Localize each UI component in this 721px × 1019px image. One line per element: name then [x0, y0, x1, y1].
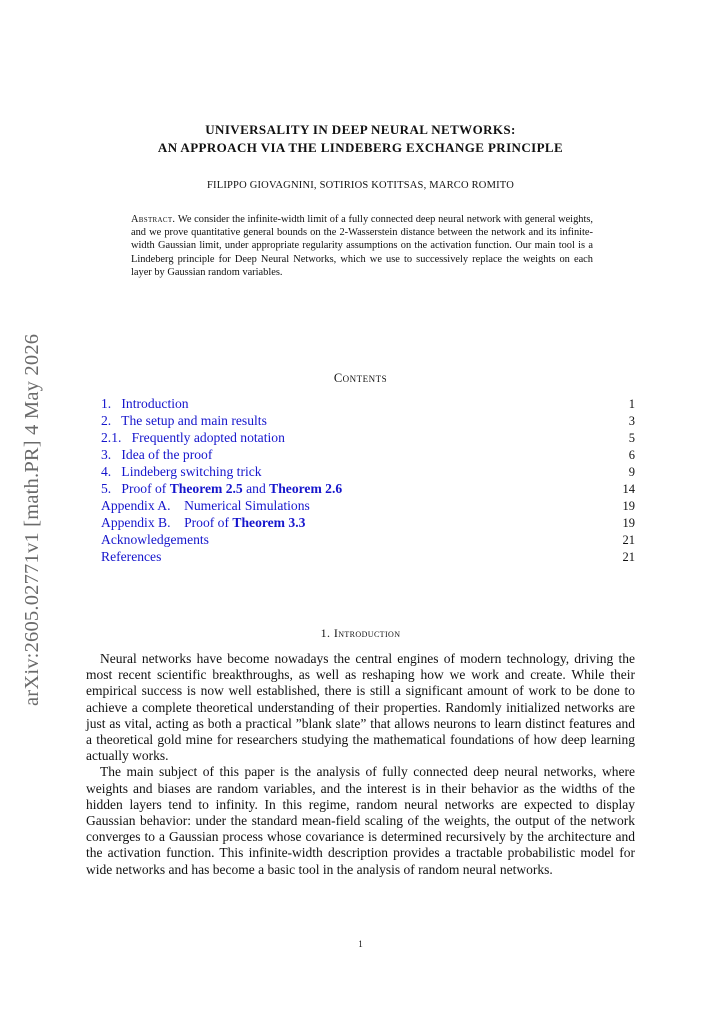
section-body [86, 651, 635, 878]
toc-entry-title: Acknowledgements [101, 532, 209, 547]
paper-title-line-2: AN APPROACH VIA THE LINDEBERG EXCHANGE PRINCIPLE [157, 140, 564, 155]
toc-entry-title: References [101, 549, 162, 564]
toc-entry-page: 9 [628, 465, 635, 479]
abstract-label: Abstract. [131, 214, 176, 225]
toc-entry-lindeberg-trick[interactable] [101, 464, 635, 481]
authors: FILIPPO GIOVAGNINI, SOTIRIOS KOTITSAS, MARCO ROMITO [206, 180, 515, 191]
table-of-contents [101, 396, 635, 566]
toc-entry-references[interactable] [101, 549, 635, 566]
paragraph: The main subject of this paper is the analysis of fully connected deep neural networks, where weights and biases are random variables, and the interest is in their behavior as the widths of the hidden layers tend to infinity. In this regime, random neural networks are expected to display Gaussian behavior: under the standard mean-field scaling of the weights, the output of the network converges to a Gaussian process whose covariance is determined recursively by the architecture and the activation function. This infinite-width description provides a tractable probabilistic model for wide networks and has become a basic tool in the analysis of random neural networks. [86, 764, 635, 877]
toc-entry-title-connector: and [242, 481, 270, 496]
toc-entry-page: 5 [628, 431, 635, 445]
toc-entry-title [101, 481, 342, 497]
toc-entry-page: 21 [622, 533, 635, 547]
paragraph: Neural networks have become nowadays the central engines of modern technology, driving the most recent scientific breakthroughs, as well as reshaping how we work and create. While their empirical success is now well established, there is still a significant amount of work to be done to achieve a complete theoretical understanding of their properties. Randomly initialized networks are just as vital, acting as both a practical ”blank slate” that allows neurons to learn distinct features and a theoretical gold mine for researchers studying the mathematical foundations of how deep learning actually works. [86, 651, 635, 764]
toc-entry-proof-theorems[interactable] [101, 481, 635, 498]
toc-entry-title: 2.1. Frequently adopted notation [101, 430, 285, 445]
abstract [131, 213, 593, 279]
toc-entry-title: 4. Lindeberg switching trick [101, 464, 262, 479]
toc-entry-title: 1. Introduction [101, 396, 189, 411]
toc-entry-idea-of-proof[interactable] [101, 447, 635, 464]
toc-entry-page: 19 [622, 516, 635, 530]
contents-heading: Contents [333, 371, 388, 385]
theorem-ref: Theorem 2.5 [169, 481, 243, 496]
toc-entry-title-prefix: 5. Proof of [101, 481, 170, 496]
toc-entry-appendix-b[interactable] [101, 515, 635, 532]
toc-entry-title: Appendix A. Numerical Simulations [101, 498, 310, 513]
toc-entry-page: 21 [622, 550, 635, 564]
toc-entry-appendix-a[interactable] [101, 498, 635, 515]
page-number: 1 [358, 939, 363, 949]
toc-entry-page: 14 [622, 482, 635, 496]
toc-entry-acknowledgements[interactable] [101, 532, 635, 549]
abstract-text: We consider the infinite-width limit of a fully connected deep neural network with general weights, and we prove quantitative general bounds on the 2-Wasserstein distance between the network and its infinite-width Gaussian limit, under appropriate regularity assumptions on the activation function. Our main tool is a Lindeberg principle for Deep Neural Networks, which we use to successively replace the weights on each layer by Gaussian random variables. [131, 214, 593, 278]
toc-entry-title: 3. Idea of the proof [101, 447, 213, 462]
theorem-ref: Theorem 2.6 [269, 481, 343, 496]
toc-entry-introduction[interactable] [101, 396, 635, 413]
toc-entry-title: 2. The setup and main results [101, 413, 267, 428]
toc-entry-setup[interactable] [101, 413, 635, 430]
section-number: 1. [320, 626, 331, 640]
theorem-ref: Theorem 3.3 [232, 515, 306, 530]
paper-title-line-1: UNIVERSALITY IN DEEP NEURAL NETWORKS: [205, 122, 516, 137]
toc-entry-page: 1 [628, 397, 635, 411]
toc-entry-notation[interactable] [101, 430, 635, 447]
toc-entry-page: 6 [628, 448, 635, 462]
section-heading [0, 626, 721, 641]
toc-entry-title [101, 515, 305, 531]
toc-entry-page: 3 [628, 414, 635, 428]
toc-entry-title-prefix: Appendix B. Proof of [101, 515, 233, 530]
toc-entry-page: 19 [622, 499, 635, 513]
arxiv-identifier: arXiv:2605.02771v1 [math.PR] 4 May 2026 [21, 333, 43, 706]
section-title: Introduction [333, 626, 401, 640]
